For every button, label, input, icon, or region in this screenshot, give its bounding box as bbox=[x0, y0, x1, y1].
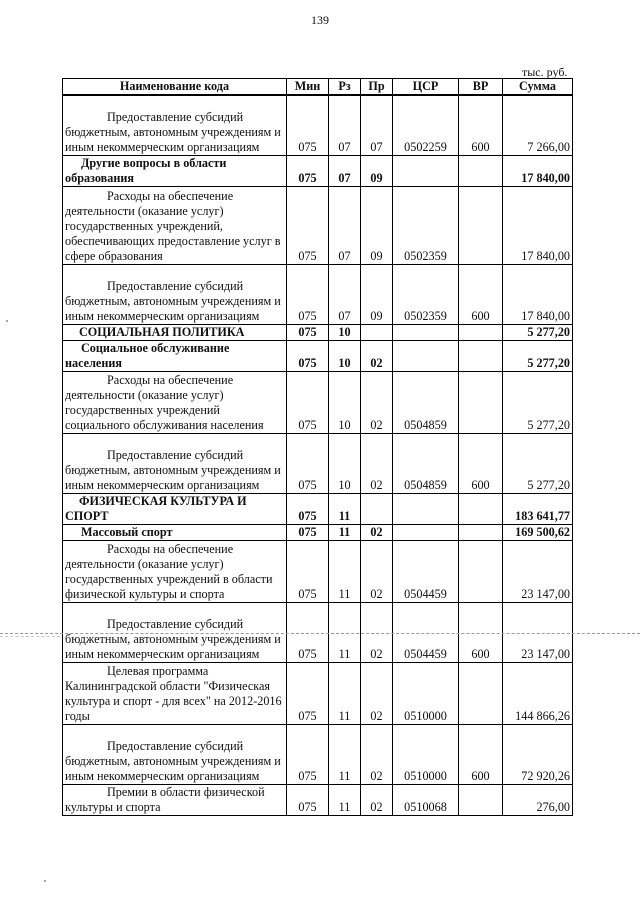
cell-rz-text: 10 bbox=[338, 417, 351, 432]
cell-min-text: 075 bbox=[298, 248, 317, 263]
cell-min-text: 075 bbox=[298, 708, 317, 723]
cell-csr-text: 0510000 bbox=[404, 768, 447, 783]
cell-csr bbox=[393, 155, 459, 186]
cell-min-text: 075 bbox=[298, 417, 317, 432]
table-row bbox=[63, 602, 573, 662]
cell-rz-text: 07 bbox=[338, 248, 351, 263]
cell-pr-text: 02 bbox=[370, 524, 383, 539]
cell-sum-text: 169 500,62 bbox=[515, 524, 570, 539]
cell-name-text: Расходы на обеспечение деятельности (оказание услуг) государственных учреждений в области физической культуры и спорта bbox=[65, 541, 273, 601]
cell-rz-text: 11 bbox=[338, 708, 351, 723]
cell-min-text: 075 bbox=[298, 355, 317, 370]
cell-sum-text: 17 840,00 bbox=[521, 308, 570, 323]
table-header-row bbox=[63, 79, 573, 96]
cell-rz-text: 11 bbox=[338, 586, 351, 601]
cell-rz-text: 10 bbox=[338, 324, 351, 339]
cell-csr-text: 0510068 bbox=[404, 799, 447, 814]
cell-vr bbox=[459, 493, 503, 524]
cell-rz bbox=[329, 186, 361, 264]
table-row bbox=[63, 784, 573, 815]
cell-csr-text: 0504859 bbox=[404, 417, 447, 432]
cell-name-text: Целевая программа Калининградской области "Физическая культура и спорт - для всех" на 2012-2016 годы bbox=[65, 663, 282, 723]
cell-vr bbox=[459, 155, 503, 186]
cell-vr bbox=[459, 540, 503, 602]
cell-name bbox=[63, 493, 287, 524]
cell-name bbox=[63, 324, 287, 340]
cell-sum bbox=[503, 602, 573, 662]
cell-vr bbox=[459, 433, 503, 493]
cell-min-text: 075 bbox=[298, 170, 317, 185]
cell-rz-text: 11 bbox=[338, 646, 351, 661]
cell-sum-text: 7 266,00 bbox=[527, 139, 570, 154]
header-vr: ВР bbox=[459, 79, 503, 96]
cell-min bbox=[287, 540, 329, 602]
cell-vr bbox=[459, 602, 503, 662]
header-min: Мин bbox=[287, 79, 329, 96]
cell-name-text: СОЦИАЛЬНАЯ ПОЛИТИКА bbox=[79, 324, 245, 339]
cell-vr bbox=[459, 662, 503, 724]
cell-csr-text: 0510000 bbox=[404, 708, 447, 723]
cell-name bbox=[63, 433, 287, 493]
cell-min bbox=[287, 340, 329, 371]
page-number: 139 bbox=[311, 13, 329, 27]
cell-name bbox=[63, 264, 287, 324]
cell-pr-text: 02 bbox=[370, 586, 383, 601]
header-csr: ЦСР bbox=[393, 79, 459, 96]
cell-name-text: Предоставление субсидий бюджетным, автономным учреждениям и иным некоммерческим организациям bbox=[65, 278, 281, 323]
cell-pr-text: 02 bbox=[370, 477, 383, 492]
cell-min bbox=[287, 662, 329, 724]
cell-min bbox=[287, 784, 329, 815]
cell-vr bbox=[459, 186, 503, 264]
cell-rz bbox=[329, 493, 361, 524]
cell-vr bbox=[459, 784, 503, 815]
table-row bbox=[63, 433, 573, 493]
cell-name bbox=[63, 155, 287, 186]
cell-rz bbox=[329, 540, 361, 602]
cell-csr bbox=[393, 493, 459, 524]
cell-csr-text: 0502259 bbox=[404, 139, 447, 154]
cell-pr-text: 02 bbox=[370, 768, 383, 783]
cell-name-text: Предоставление субсидий бюджетным, автономным учреждениям и иным некоммерческим организациям bbox=[65, 109, 281, 154]
cell-rz bbox=[329, 371, 361, 433]
cell-csr bbox=[393, 324, 459, 340]
cell-rz bbox=[329, 724, 361, 784]
cell-min bbox=[287, 155, 329, 186]
cell-csr bbox=[393, 371, 459, 433]
cell-pr bbox=[361, 433, 393, 493]
cell-pr bbox=[361, 95, 393, 155]
cell-sum bbox=[503, 524, 573, 540]
table-row bbox=[63, 524, 573, 540]
cell-sum-text: 5 277,20 bbox=[527, 355, 570, 370]
cell-csr bbox=[393, 724, 459, 784]
cell-csr bbox=[393, 264, 459, 324]
cell-name bbox=[63, 186, 287, 264]
cell-vr bbox=[459, 724, 503, 784]
cell-sum bbox=[503, 264, 573, 324]
cell-rz bbox=[329, 784, 361, 815]
cell-vr bbox=[459, 264, 503, 324]
cell-min-text: 075 bbox=[298, 586, 317, 601]
cell-pr-text: 02 bbox=[370, 355, 383, 370]
cell-vr bbox=[459, 324, 503, 340]
cell-min bbox=[287, 186, 329, 264]
cell-sum bbox=[503, 724, 573, 784]
cell-csr bbox=[393, 186, 459, 264]
cell-csr bbox=[393, 784, 459, 815]
cell-rz-text: 07 bbox=[338, 170, 351, 185]
cell-pr bbox=[361, 264, 393, 324]
cell-sum-text: 72 920,26 bbox=[521, 768, 570, 783]
cell-sum bbox=[503, 155, 573, 186]
table-row bbox=[63, 662, 573, 724]
cell-pr bbox=[361, 724, 393, 784]
cell-rz-text: 10 bbox=[338, 355, 351, 370]
cell-name-text: Массовый спорт bbox=[81, 524, 173, 539]
table-row bbox=[63, 264, 573, 324]
cell-min bbox=[287, 433, 329, 493]
table-row bbox=[63, 186, 573, 264]
cell-min bbox=[287, 371, 329, 433]
cell-rz-text: 11 bbox=[338, 508, 351, 523]
cell-pr bbox=[361, 524, 393, 540]
cell-name-text: Премии в области физической культуры и спорта bbox=[65, 784, 265, 814]
cell-sum bbox=[503, 433, 573, 493]
cell-min-text: 075 bbox=[298, 139, 317, 154]
cell-sum-text: 17 840,00 bbox=[521, 170, 570, 185]
cell-min-text: 075 bbox=[298, 768, 317, 783]
cell-name-text: Расходы на обеспечение деятельности (оказание услуг) государственных учреждений, обеспечивающих предоставление услуг в сфере образования bbox=[65, 188, 281, 263]
table-row bbox=[63, 324, 573, 340]
cell-rz-text: 07 bbox=[338, 308, 351, 323]
cell-rz-text: 11 bbox=[338, 768, 351, 783]
header-pr: Пр bbox=[361, 79, 393, 96]
cell-rz bbox=[329, 324, 361, 340]
cell-min-text: 075 bbox=[298, 508, 317, 523]
table-body bbox=[63, 95, 573, 815]
cell-rz bbox=[329, 155, 361, 186]
cell-pr-text: 02 bbox=[370, 417, 383, 432]
cell-csr bbox=[393, 662, 459, 724]
cell-sum-text: 23 147,00 bbox=[521, 646, 570, 661]
cell-pr-text: 09 bbox=[370, 170, 383, 185]
cell-name-text: Предоставление субсидий бюджетным, автономным учреждениям и иным некоммерческим организациям bbox=[65, 616, 281, 661]
cell-pr bbox=[361, 155, 393, 186]
cell-rz bbox=[329, 433, 361, 493]
cell-pr bbox=[361, 602, 393, 662]
cell-csr bbox=[393, 540, 459, 602]
header-sum: Сумма bbox=[503, 79, 573, 96]
cell-name bbox=[63, 340, 287, 371]
unit-label: тыс. руб. bbox=[522, 65, 568, 79]
cell-pr bbox=[361, 784, 393, 815]
cell-sum-text: 183 641,77 bbox=[515, 508, 570, 523]
cell-name bbox=[63, 784, 287, 815]
cell-rz bbox=[329, 662, 361, 724]
header-rz: Рз bbox=[329, 79, 361, 96]
cell-csr bbox=[393, 95, 459, 155]
cell-name bbox=[63, 540, 287, 602]
cell-pr bbox=[361, 662, 393, 724]
cell-name-text: Расходы на обеспечение деятельности (оказание услуг) государственных учреждений социального обслуживания населения bbox=[65, 372, 264, 432]
table-row bbox=[63, 493, 573, 524]
cell-name bbox=[63, 724, 287, 784]
cell-sum bbox=[503, 493, 573, 524]
cell-pr bbox=[361, 371, 393, 433]
cell-name bbox=[63, 95, 287, 155]
table-row bbox=[63, 340, 573, 371]
scan-speck bbox=[6, 320, 8, 322]
cell-csr bbox=[393, 433, 459, 493]
cell-csr-text: 0504459 bbox=[404, 586, 447, 601]
cell-min bbox=[287, 724, 329, 784]
cell-name-text: Социальное обслуживание населения bbox=[65, 340, 230, 370]
cell-vr bbox=[459, 371, 503, 433]
cell-min-text: 075 bbox=[298, 308, 317, 323]
cell-pr-text: 07 bbox=[370, 139, 383, 154]
cell-csr bbox=[393, 524, 459, 540]
table-row bbox=[63, 155, 573, 186]
cell-pr bbox=[361, 186, 393, 264]
cell-rz bbox=[329, 524, 361, 540]
cell-pr-text: 09 bbox=[370, 248, 383, 263]
cell-min-text: 075 bbox=[298, 324, 317, 339]
cell-name bbox=[63, 524, 287, 540]
cell-sum-text: 276,00 bbox=[536, 799, 570, 814]
cell-csr-text: 0502359 bbox=[404, 308, 447, 323]
cell-rz bbox=[329, 264, 361, 324]
cell-csr-text: 0502359 bbox=[404, 248, 447, 263]
cell-rz bbox=[329, 340, 361, 371]
cell-sum-text: 144 866,26 bbox=[515, 708, 570, 723]
cell-min bbox=[287, 524, 329, 540]
cell-vr-text: 600 bbox=[471, 139, 490, 154]
cell-sum bbox=[503, 186, 573, 264]
cell-csr bbox=[393, 602, 459, 662]
cell-sum bbox=[503, 95, 573, 155]
table-row bbox=[63, 724, 573, 784]
cell-vr-text: 600 bbox=[471, 477, 490, 492]
cell-pr-text: 02 bbox=[370, 646, 383, 661]
cell-vr-text: 600 bbox=[471, 646, 490, 661]
header-name: Наименование кода bbox=[63, 79, 287, 96]
cell-min-text: 075 bbox=[298, 477, 317, 492]
cell-vr bbox=[459, 95, 503, 155]
cell-min bbox=[287, 95, 329, 155]
cell-sum bbox=[503, 784, 573, 815]
table-row bbox=[63, 371, 573, 433]
cell-pr bbox=[361, 324, 393, 340]
cell-csr-text: 0504859 bbox=[404, 477, 447, 492]
cell-min bbox=[287, 602, 329, 662]
cell-sum bbox=[503, 662, 573, 724]
cell-name bbox=[63, 662, 287, 724]
cell-rz-text: 11 bbox=[338, 799, 351, 814]
fold-line-mark bbox=[0, 636, 60, 637]
cell-sum-text: 5 277,20 bbox=[527, 324, 570, 339]
cell-pr bbox=[361, 340, 393, 371]
cell-csr bbox=[393, 340, 459, 371]
cell-min-text: 075 bbox=[298, 646, 317, 661]
cell-min-text: 075 bbox=[298, 524, 317, 539]
cell-sum-text: 5 277,20 bbox=[527, 417, 570, 432]
cell-pr bbox=[361, 493, 393, 524]
cell-sum bbox=[503, 371, 573, 433]
cell-rz-text: 07 bbox=[338, 139, 351, 154]
cell-name bbox=[63, 602, 287, 662]
cell-csr-text: 0504459 bbox=[404, 646, 447, 661]
cell-rz-text: 10 bbox=[338, 477, 351, 492]
cell-vr-text: 600 bbox=[471, 308, 490, 323]
cell-sum-text: 23 147,00 bbox=[521, 586, 570, 601]
cell-vr bbox=[459, 524, 503, 540]
scan-speck bbox=[44, 880, 46, 882]
cell-rz bbox=[329, 602, 361, 662]
cell-sum-text: 5 277,20 bbox=[527, 477, 570, 492]
cell-name bbox=[63, 371, 287, 433]
cell-pr bbox=[361, 540, 393, 602]
table-row bbox=[63, 540, 573, 602]
cell-pr-text: 09 bbox=[370, 308, 383, 323]
cell-name-text: Другие вопросы в области образования bbox=[65, 155, 227, 185]
fold-line bbox=[0, 633, 640, 634]
cell-pr-text: 02 bbox=[370, 799, 383, 814]
cell-name-text: Предоставление субсидий бюджетным, автономным учреждениям и иным некоммерческим организациям bbox=[65, 447, 281, 492]
cell-name-text: Предоставление субсидий бюджетным, автономным учреждениям и иным некоммерческим организациям bbox=[65, 738, 281, 783]
cell-sum bbox=[503, 340, 573, 371]
cell-rz-text: 11 bbox=[338, 524, 351, 539]
budget-table bbox=[62, 78, 573, 816]
cell-name-text: ФИЗИЧЕСКАЯ КУЛЬТУРА И СПОРТ bbox=[65, 493, 247, 523]
cell-sum bbox=[503, 324, 573, 340]
cell-min bbox=[287, 264, 329, 324]
cell-min bbox=[287, 324, 329, 340]
cell-min bbox=[287, 493, 329, 524]
cell-vr-text: 600 bbox=[471, 768, 490, 783]
cell-min-text: 075 bbox=[298, 799, 317, 814]
cell-sum bbox=[503, 540, 573, 602]
cell-rz bbox=[329, 95, 361, 155]
cell-vr bbox=[459, 340, 503, 371]
cell-sum-text: 17 840,00 bbox=[521, 248, 570, 263]
table-row bbox=[63, 95, 573, 155]
cell-pr-text: 02 bbox=[370, 708, 383, 723]
